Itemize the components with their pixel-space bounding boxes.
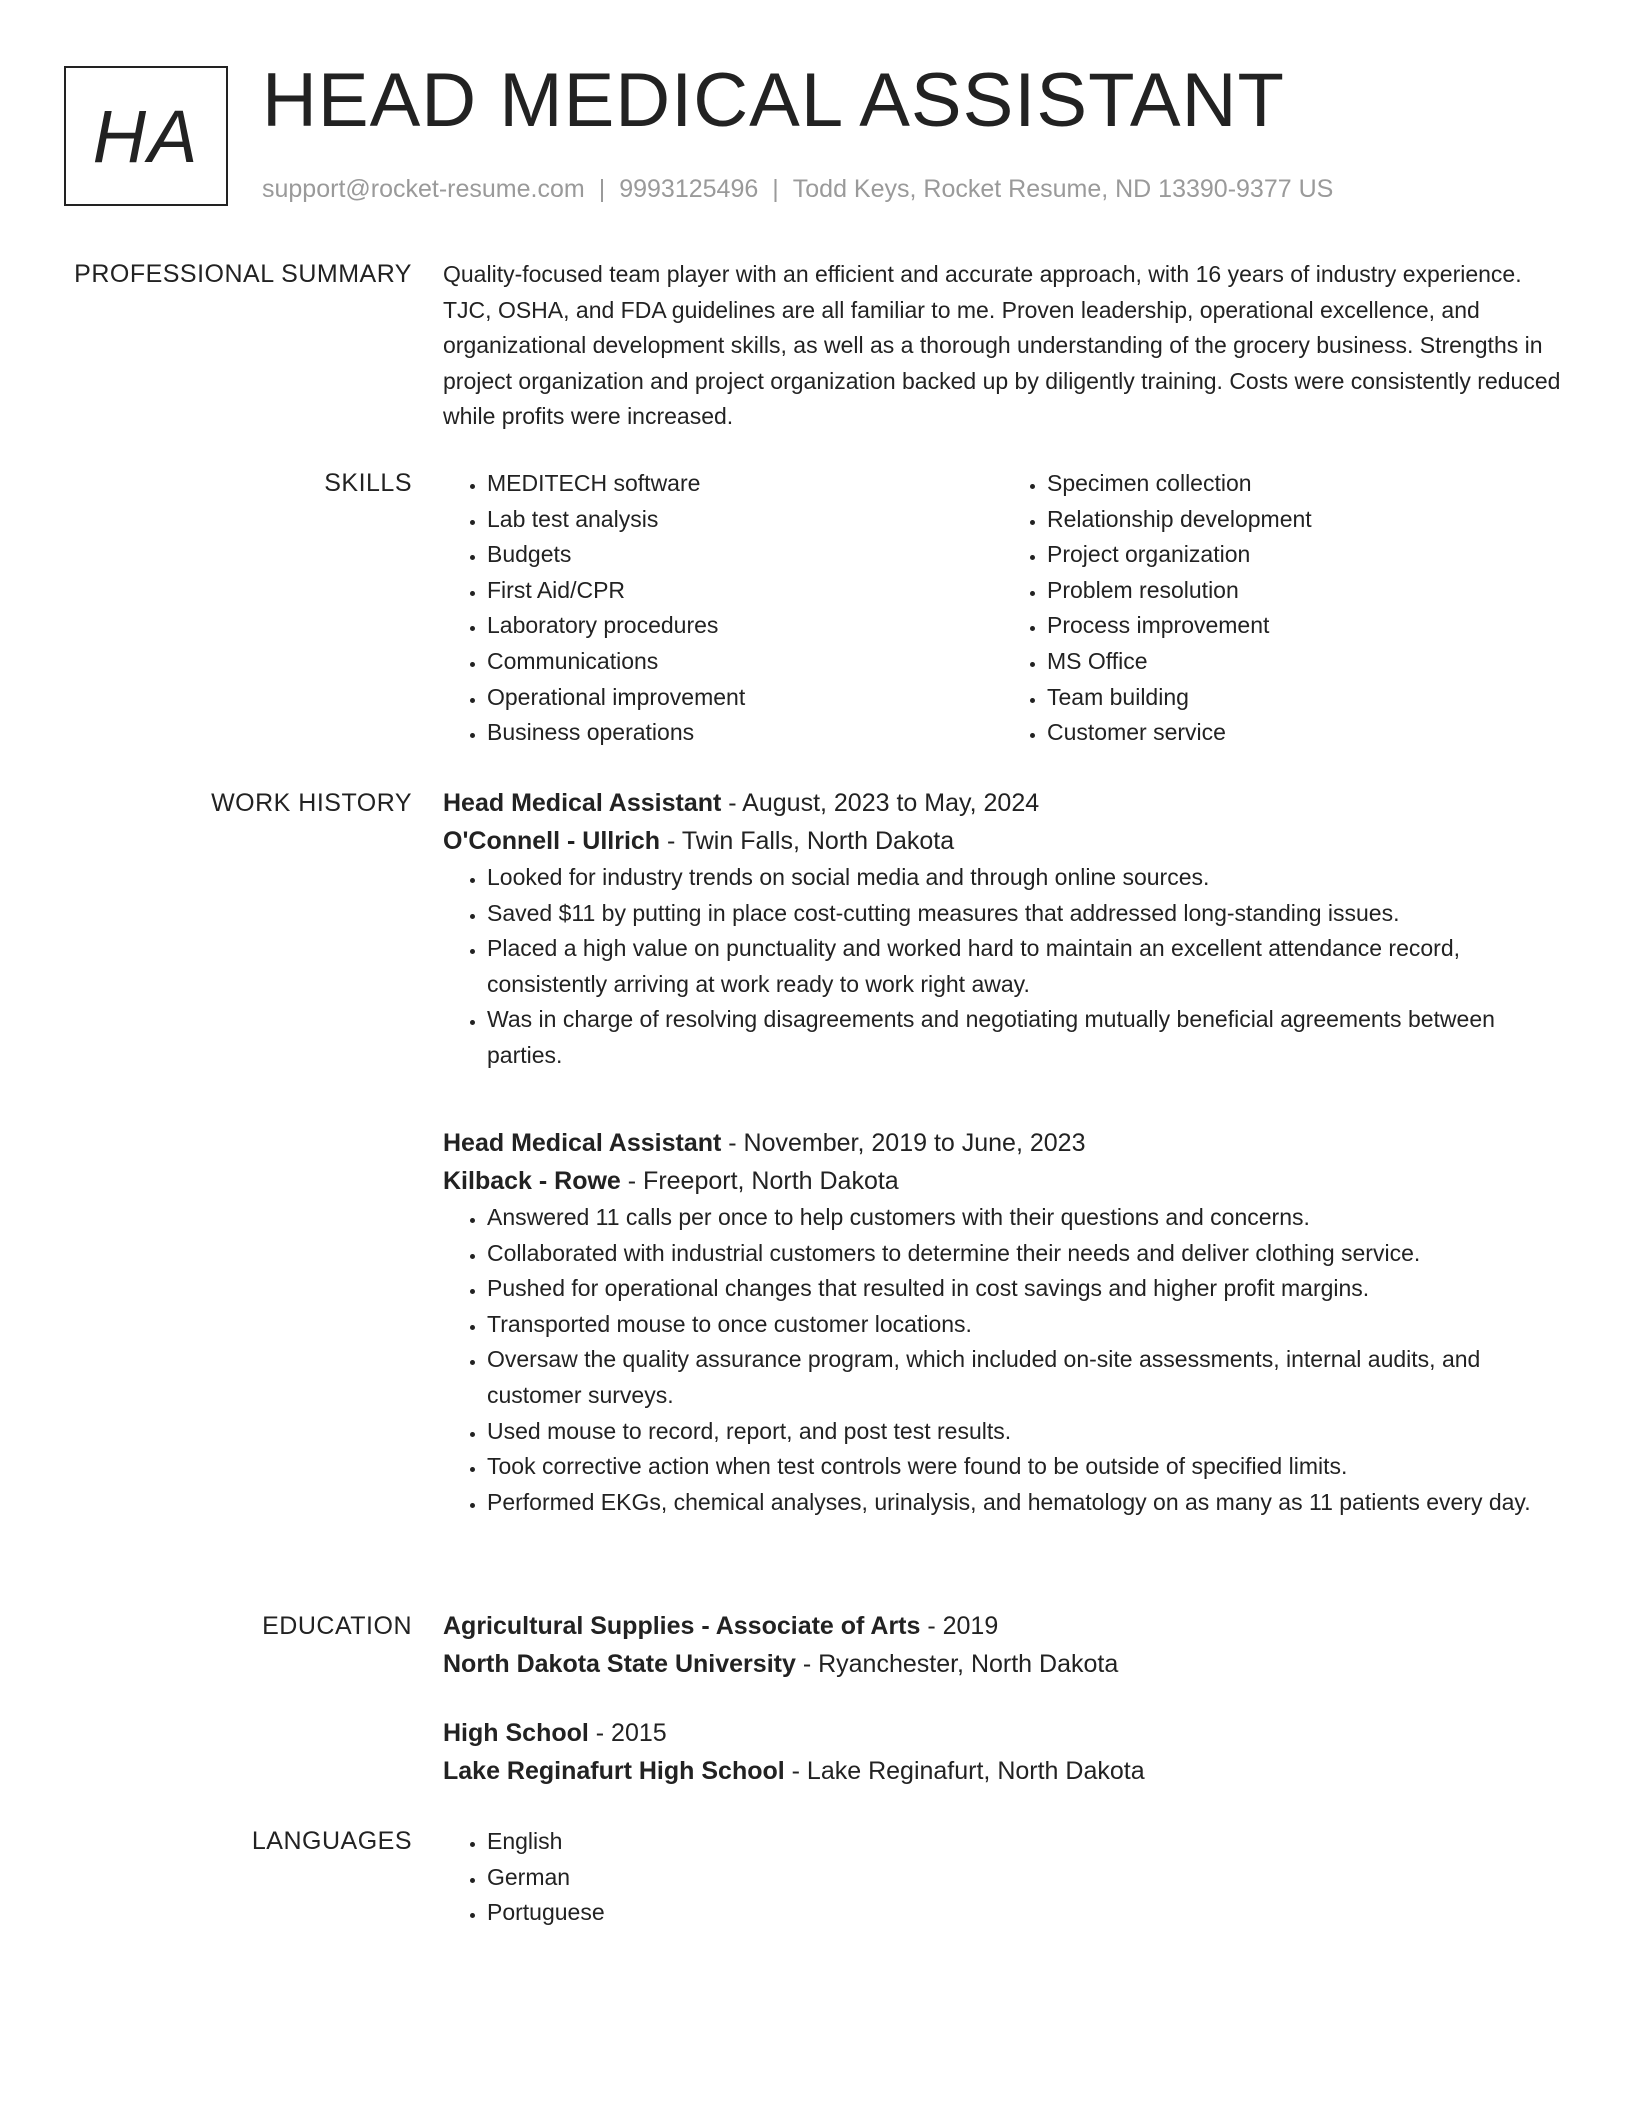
job-dates: - November, 2019 to June, 2023 (721, 1129, 1086, 1157)
education-school: North Dakota State University (443, 1650, 796, 1678)
job-title-line (443, 784, 1563, 822)
summary-section (443, 257, 1563, 435)
skill-item: • Lab test analysis (487, 502, 1003, 538)
contact-address: Todd Keys, Rocket Resume, ND 13390-9377 US (792, 175, 1334, 203)
skill-item: • Business operations (487, 715, 1003, 751)
job-bullet-item: • Placed a high value on punctuality and worked hard to maintain an excellent attendance record, consistently arriving at work ready to work right away. (487, 931, 1563, 1002)
languages-section (443, 1824, 1563, 1931)
job-dates: - August, 2023 to May, 2024 (721, 789, 1040, 817)
section-label-skills: SKILLS (324, 469, 412, 497)
education-entry (443, 1714, 1563, 1790)
job-title-line (443, 1124, 1563, 1162)
languages-list (443, 1824, 1563, 1931)
education-degree: High School (443, 1719, 589, 1747)
education-degree-line (443, 1714, 1563, 1752)
job-company: Kilback - Rowe (443, 1167, 621, 1195)
section-label-work: WORK HISTORY (211, 789, 412, 817)
skill-item: • Laboratory procedures (487, 608, 1003, 644)
skill-item: • Communications (487, 644, 1003, 680)
education-location: - Ryanchester, North Dakota (795, 1650, 1119, 1678)
job-bullet-item: • Used mouse to record, report, and post test results. (487, 1414, 1563, 1450)
job-company-line (443, 1162, 1563, 1200)
skill-item: • Team building (1047, 680, 1563, 716)
work-section-2 (443, 1124, 1563, 1520)
job-company-line (443, 822, 1563, 860)
skills-list-right (1003, 466, 1563, 751)
education-entry (443, 1607, 1563, 1683)
skill-item: • Process improvement (1047, 608, 1563, 644)
job-entry (443, 1124, 1563, 1520)
job-location: - Twin Falls, North Dakota (660, 827, 955, 855)
job-title: Head Medical Assistant (443, 1129, 722, 1157)
job-location: - Freeport, North Dakota (620, 1167, 899, 1195)
contact-phone: 9993125496 (619, 175, 759, 203)
language-item: • Portuguese (487, 1895, 1563, 1931)
skill-item: • Budgets (487, 537, 1003, 573)
job-bullet-item: • Saved $11 by putting in place cost-cutting measures that addressed long-standing issues. (487, 896, 1563, 932)
skill-item: • Problem resolution (1047, 573, 1563, 609)
resume-name: HEAD MEDICAL ASSISTANT (262, 58, 1285, 143)
skill-item: • Customer service (1047, 715, 1563, 751)
job-bullets (443, 1200, 1563, 1520)
contact-separator: | (772, 175, 779, 203)
skills-section (443, 466, 1563, 751)
job-bullet-item: • Oversaw the quality assurance program, which included on-site assessments, internal audits, and customer surveys. (487, 1342, 1563, 1413)
skill-item: • Specimen collection (1047, 466, 1563, 502)
skill-item: • First Aid/CPR (487, 573, 1003, 609)
education-school-line (443, 1752, 1563, 1790)
job-entry (443, 784, 1563, 1074)
work-section (443, 784, 1563, 1074)
skill-item: • Relationship development (1047, 502, 1563, 538)
skill-item: • MEDITECH software (487, 466, 1003, 502)
job-bullet-item: • Answered 11 calls per once to help customers with their questions and concerns. (487, 1200, 1563, 1236)
language-item: • English (487, 1824, 1563, 1860)
job-bullet-item: • Performed EKGs, chemical analyses, urinalysis, and hematology on as many as 11 patients every day. (487, 1485, 1563, 1521)
job-bullet-item: • Pushed for operational changes that resulted in cost savings and higher profit margins. (487, 1271, 1563, 1307)
education-year: - 2015 (588, 1719, 667, 1747)
job-bullet-item: • Collaborated with industrial customers to determine their needs and deliver clothing service. (487, 1236, 1563, 1272)
contact-separator: | (598, 175, 606, 203)
section-label-summary: PROFESSIONAL SUMMARY (74, 260, 412, 288)
skill-item: • Operational improvement (487, 680, 1003, 716)
job-title: Head Medical Assistant (443, 789, 722, 817)
job-bullets (443, 860, 1563, 1074)
education-school-line (443, 1645, 1563, 1683)
summary-text: Quality-focused team player with an efficient and accurate approach, with 16 years of industry experience. TJC, OSHA, and FDA guidelines are all familiar to me. Proven leadership, operational excellence, and organizational development skills, as well as a thorough understanding of the grocery business. Strengths in project organization and project organization backed up by diligently training. Costs were consistently reduced while profits were increased. (443, 261, 1561, 430)
skills-grid (443, 466, 1563, 751)
education-degree: Agricultural Supplies - Associate of Arts (443, 1612, 921, 1640)
monogram-initials: HA (92, 94, 200, 178)
skill-item: • Project organization (1047, 537, 1563, 573)
contact-email: support@rocket-resume.com (262, 175, 585, 203)
job-company: O'Connell - Ullrich (443, 827, 661, 855)
monogram-box (64, 66, 228, 206)
job-bullet-item: • Looked for industry trends on social media and through online sources. (487, 860, 1563, 896)
job-bullet-item: • Was in charge of resolving disagreements and negotiating mutually beneficial agreements between parties. (487, 1002, 1563, 1073)
skill-item: • MS Office (1047, 644, 1563, 680)
section-label-languages: LANGUAGES (251, 1827, 412, 1855)
job-bullet-item: • Transported mouse to once customer locations. (487, 1307, 1563, 1343)
contact-line (262, 172, 1333, 206)
language-item: • German (487, 1860, 1563, 1896)
education-year: - 2019 (920, 1612, 999, 1640)
job-bullet-item: • Took corrective action when test controls were found to be outside of specified limits. (487, 1449, 1563, 1485)
education-location: - Lake Reginafurt, North Dakota (784, 1757, 1145, 1785)
skills-list-left (443, 466, 1003, 751)
section-label-education: EDUCATION (262, 1612, 412, 1640)
education-school: Lake Reginafurt High School (443, 1757, 785, 1785)
education-degree-line (443, 1607, 1563, 1645)
